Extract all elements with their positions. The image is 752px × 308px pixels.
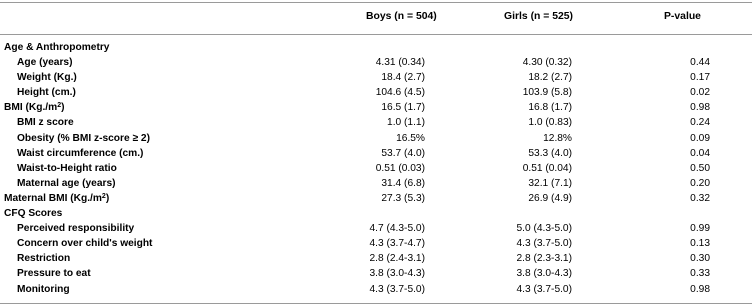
cell-p-value: 0.44 (690, 57, 710, 69)
row-label (17, 221, 134, 236)
row-label (17, 176, 116, 191)
table-row (0, 266, 752, 281)
cell-girls: 18.2 (2.7) (528, 72, 572, 84)
cell-girls: 2.8 (2.3-3.1) (516, 253, 572, 265)
row-label-text: Weight (Kg.) (17, 72, 77, 84)
table-row (0, 206, 752, 221)
cell-p-value: 0.17 (690, 72, 710, 84)
row-label (17, 115, 74, 130)
row-label-text: CFQ Scores (4, 208, 63, 220)
row-label-text: Monitoring (17, 283, 70, 295)
table-row (0, 131, 752, 146)
row-label-text: Height (cm.) (17, 87, 76, 99)
cell-girls: 5.0 (4.3-5.0) (516, 223, 572, 235)
column-header-boys: Boys (n = 504) (366, 11, 437, 22)
row-label (4, 100, 65, 115)
cell-boys: 27.3 (5.3) (381, 192, 425, 204)
table-row (0, 85, 752, 100)
row-label (4, 191, 109, 206)
cell-boys: 31.4 (6.8) (381, 177, 425, 189)
cell-p-value: 0.98 (690, 102, 710, 114)
cell-boys: 18.4 (2.7) (381, 72, 425, 84)
row-label-text: Waist-to-Height ratio (17, 162, 117, 174)
table-bottom-rule (0, 303, 752, 304)
header-rule (0, 34, 752, 35)
row-label (4, 40, 109, 55)
cell-boys: 53.7 (4.0) (381, 147, 425, 159)
table-row (0, 70, 752, 85)
cell-girls: 0.51 (0.04) (522, 162, 572, 174)
row-label (17, 251, 70, 266)
row-label-text: Maternal BMI (Kg./m (4, 192, 102, 204)
table-row (0, 221, 752, 236)
column-header-girls: Girls (n = 525) (504, 11, 574, 22)
row-label-tail: ) (105, 192, 110, 204)
cell-girls: 4.3 (3.7-5.0) (516, 283, 572, 295)
row-label (17, 236, 152, 251)
table-row (0, 161, 752, 176)
cell-p-value: 0.20 (690, 177, 710, 189)
table-row (0, 115, 752, 130)
cell-p-value: 0.32 (690, 192, 710, 204)
cell-boys: 4.31 (0.34) (375, 57, 425, 69)
cell-boys: 16.5 (1.7) (381, 102, 425, 114)
row-label (17, 70, 77, 85)
cell-p-value: 0.98 (690, 283, 710, 295)
table-body (0, 40, 752, 297)
row-label-superscript: 2 (101, 192, 106, 200)
cell-p-value: 0.24 (690, 117, 710, 129)
cell-girls: 1.0 (0.83) (528, 117, 572, 129)
row-label-text: Pressure to eat (17, 268, 91, 280)
cell-boys: 104.6 (4.5) (375, 87, 425, 99)
row-label-text: Concern over child's weight (17, 238, 153, 250)
table-row (0, 100, 752, 115)
cell-girls: 32.1 (7.1) (528, 177, 572, 189)
row-label-tail: ) (61, 102, 65, 114)
cell-p-value: 0.02 (690, 87, 710, 99)
cell-p-value: 0.50 (690, 162, 710, 174)
row-label-text: BMI (Kg./m (4, 102, 58, 114)
cell-girls: 4.30 (0.32) (522, 57, 572, 69)
table-row (0, 191, 752, 206)
cell-p-value: 0.99 (690, 223, 710, 235)
table-row (0, 251, 752, 266)
row-label (17, 266, 91, 281)
cell-girls: 12.8% (543, 132, 572, 144)
row-label (17, 282, 70, 297)
cell-girls: 103.9 (5.8) (522, 87, 572, 99)
cell-girls: 16.8 (1.7) (528, 102, 572, 114)
cell-p-value: 0.33 (690, 268, 710, 280)
cell-girls: 3.8 (3.0-4.3) (516, 268, 572, 280)
cell-girls: 26.9 (4.9) (528, 192, 572, 204)
cell-boys: 1.0 (1.1) (387, 117, 425, 129)
row-label (17, 55, 73, 70)
cell-p-value: 0.09 (690, 132, 710, 144)
cell-p-value: 0.30 (690, 253, 710, 265)
row-label-text: BMI z score (17, 117, 74, 129)
row-label-text: Perceived responsibility (17, 223, 135, 235)
row-label-text: Age & Anthropometry (4, 42, 110, 53)
table-row (0, 236, 752, 251)
column-header-p-value: P-value (664, 11, 701, 22)
cell-boys: 3.8 (3.0-4.3) (369, 268, 425, 280)
table-row (0, 282, 752, 297)
cell-boys: 4.3 (3.7-4.7) (369, 238, 425, 250)
row-label (17, 131, 150, 146)
table-row (0, 146, 752, 161)
row-label (4, 206, 62, 221)
table-top-rule (0, 2, 752, 3)
cell-girls: 53.3 (4.0) (528, 147, 572, 159)
cell-boys: 2.8 (2.4-3.1) (369, 253, 425, 265)
table-row (0, 55, 752, 70)
row-label-text: Restriction (17, 253, 71, 265)
row-label (17, 161, 117, 176)
cell-girls: 4.3 (3.7-5.0) (516, 238, 572, 250)
row-label-text: Obesity (% BMI z-score ≥ 2) (17, 132, 150, 144)
table-row (0, 176, 752, 191)
cell-p-value: 0.04 (690, 147, 710, 159)
row-label-text: Maternal age (years) (17, 177, 116, 189)
row-label (17, 85, 76, 100)
row-label-text: Age (years) (17, 57, 73, 69)
row-label-text: Waist circumference (cm.) (17, 147, 144, 159)
cell-boys: 4.7 (4.3-5.0) (369, 223, 425, 235)
table-row (0, 40, 752, 55)
row-label (17, 146, 143, 161)
cell-boys: 0.51 (0.03) (375, 162, 425, 174)
cell-p-value: 0.13 (690, 238, 710, 250)
cell-boys: 4.3 (3.7-5.0) (369, 283, 425, 295)
cell-boys: 16.5% (396, 132, 425, 144)
row-label-superscript: 2 (57, 102, 62, 110)
